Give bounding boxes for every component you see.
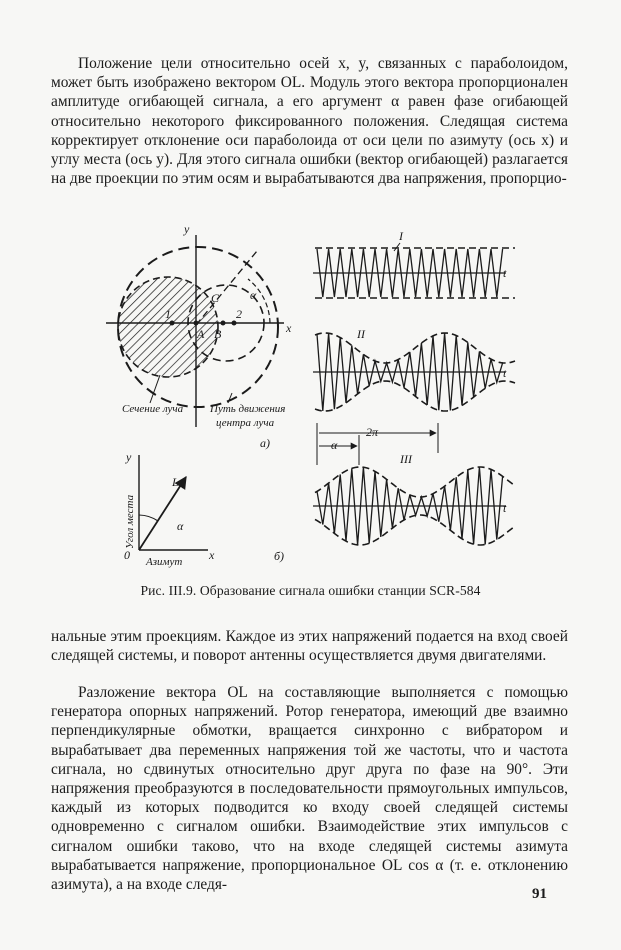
alpha-arc-b — [139, 515, 158, 521]
alpha-label-b: α — [177, 519, 184, 533]
vector-label-l: L — [172, 475, 179, 489]
path-leader — [228, 393, 232, 403]
page-number: 91 — [532, 886, 547, 902]
phase-label: α — [331, 438, 338, 452]
diagram-b — [124, 450, 284, 568]
figure-caption: Рис. III.9. Образование сигнала ошибки станции SCR-584 — [140, 583, 481, 598]
label-section: Сечение луча — [122, 403, 184, 415]
wave-label-2: II — [357, 327, 365, 341]
period-label: 2π — [366, 425, 379, 439]
axis-x-label-b: x — [209, 548, 215, 562]
figure-svg — [0, 215, 621, 580]
point-c-label: C — [211, 291, 220, 305]
diagram-a — [106, 222, 292, 450]
point-b-dot — [221, 321, 226, 326]
vector-l — [139, 477, 186, 550]
paragraph-3: Разложение вектора OL на составляющие выполняется с помощью генератора опорных напряжений. Ротор генератора, имеющий две взаимно перпендикулярные обмотки, вращается синхронно с вибратором и вырабатывает два переменных напряжения той же частоты, что и частота сигнала, но сдвинутых относительно друг друга по фазе на 90°. Эти напряжения преобразуются в последовательности прямоугольных импульсов, каждый из которых подводится ко входу своей следящей системы одновременно с сигналом ошибки. Взаимодействие этих импульсов с сигналом ошибки таково, что на входе следящей системы азимута вырабатывается напряжение, пропорциональное OL cos α (т. е. отклонению азимута), а на входе следя- — [51, 684, 568, 894]
point-b-label: B — [214, 327, 222, 341]
paragraph-1: Положение цели относительно осей x, y, связанных с параболоидом, может быть изображено вектором OL. Модуль этого вектора пропорционален амплитуде огибающей сигнала, а его аргумент α равен фазе огибающей относительно некоторого фиксированного положения. Следящая система корректирует отклонение оси параболоида от оси цели по азимуту (ось x) и углу места (ось y). Для этого сигнала ошибки (вектор огибающей) разлагается на две проекции по этим осям и вырабатываются два напряжения, пропорцио- — [51, 55, 568, 188]
diagonal-line — [196, 251, 257, 325]
point-a-dot — [194, 321, 199, 326]
wave-label-3: III — [400, 452, 412, 466]
envelope-2-top — [315, 333, 515, 363]
point-2-label: 2 — [236, 307, 242, 321]
waveform-3 — [313, 452, 515, 545]
section-leader — [150, 375, 160, 403]
label-path-1: Путь движения — [210, 403, 286, 415]
label-path-2: центра луча — [216, 417, 275, 429]
time-label-3: t — [503, 501, 507, 515]
paragraph-2: нальные этим проекциям. Каждое из этих напряжений подается на вход своей следящей системы, и поворот антенны осуществляется двумя двигателями. — [51, 628, 568, 665]
point-1-dot — [170, 321, 175, 326]
dimension-marks — [317, 423, 438, 465]
wave-label-1: I — [399, 229, 403, 243]
time-label-1: t — [503, 266, 507, 280]
point-a-label: A — [197, 327, 205, 341]
waveform-1 — [313, 229, 515, 298]
elevation-label: Угол места — [124, 494, 136, 549]
axis-y-label-a: y — [184, 222, 190, 236]
alpha-label-a: α — [250, 288, 257, 302]
waveforms — [313, 229, 515, 545]
azimuth-label: Азимут — [146, 556, 183, 568]
axis-x-label-a: x — [286, 321, 292, 335]
time-label-2: t — [503, 366, 507, 380]
axis-y-label-b: y — [126, 450, 132, 464]
point-2-dot — [232, 321, 237, 326]
envelope-3-top — [315, 467, 515, 497]
wave-leader-1 — [394, 243, 400, 251]
point-1-label: 1 — [165, 307, 171, 321]
figure-iii-9 — [0, 215, 621, 580]
origin-label-b: 0 — [124, 548, 130, 562]
waveform-2 — [313, 327, 515, 411]
sub-label-a: а) — [260, 436, 270, 450]
sub-label-b: б) — [274, 549, 285, 563]
